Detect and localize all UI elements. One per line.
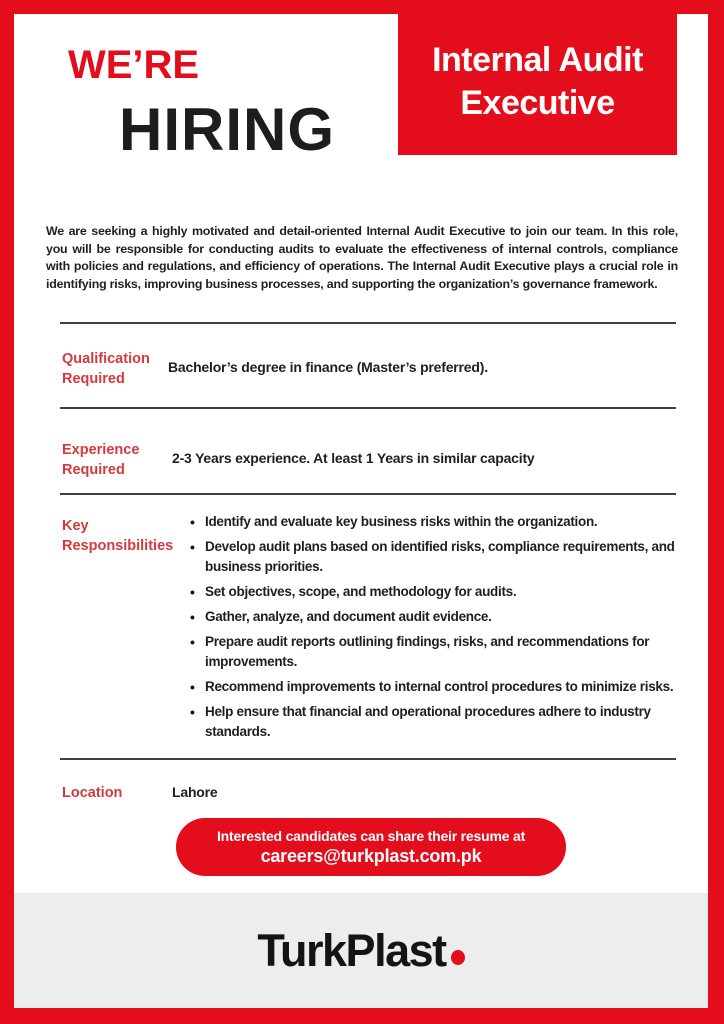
divider (60, 322, 676, 324)
responsibility-item: • Help ensure that financial and operational procedures adhere to industry standards. (205, 702, 685, 742)
responsibility-item: • Gather, analyze, and document audit evidence. (205, 607, 685, 627)
qualification-label: Qualification Required (62, 351, 150, 387)
brand-dot-icon (451, 950, 465, 965)
headline-hiring: HIRING (119, 96, 335, 163)
responsibility-item: • Recommend improvements to internal control procedures to minimize risks. (205, 677, 685, 697)
responsibility-item: • Develop audit plans based on identified risks, compliance requirements, and business priorities. (205, 537, 685, 577)
qualification-value: Bachelor’s degree in finance (Master’s preferred). (168, 359, 488, 375)
job-title-line1: Internal Audit (432, 40, 643, 79)
cta-text: Interested candidates can share their resume at (216, 827, 526, 844)
location-label: Location (62, 785, 123, 801)
headline-were: WE’RE (68, 43, 200, 87)
divider (60, 758, 676, 760)
divider (60, 407, 676, 409)
intro-paragraph: We are seeking a highly motivated and detail-oriented Internal Audit Executive to join our team. In this role, you will be responsible for conducting audits to evaluate the effectiveness of internal controls, compliance with policies and regulations, and efficiency of operations. The Internal Audit Executive plays a crucial role in identifying risks, improving business processes, and supporting the organization’s governance framework. (46, 224, 678, 291)
cta-pill (176, 818, 566, 876)
responsibility-item: • Identify and evaluate key business risks within the organization. (205, 512, 685, 532)
experience-label: Experience Required (62, 442, 140, 478)
cta-email: careers@turkplast.com.pk (260, 845, 482, 866)
responsibilities-label: Key Responsibilities (62, 518, 174, 554)
location-value: Lahore (172, 784, 218, 800)
job-title-line2: Executive (460, 83, 615, 122)
brand-logo (257, 925, 464, 976)
brand-name: TurkPlast (257, 925, 446, 976)
divider (60, 493, 676, 495)
responsibility-item: • Prepare audit reports outlining findings, risks, and recommendations for improvements. (205, 632, 685, 672)
responsibilities-list (205, 512, 685, 747)
footer-band (14, 893, 708, 1008)
experience-value: 2-3 Years experience. At least 1 Years in similar capacity (172, 450, 535, 466)
responsibility-item: • Set objectives, scope, and methodology for audits. (205, 582, 685, 602)
job-title-box (398, 0, 677, 155)
